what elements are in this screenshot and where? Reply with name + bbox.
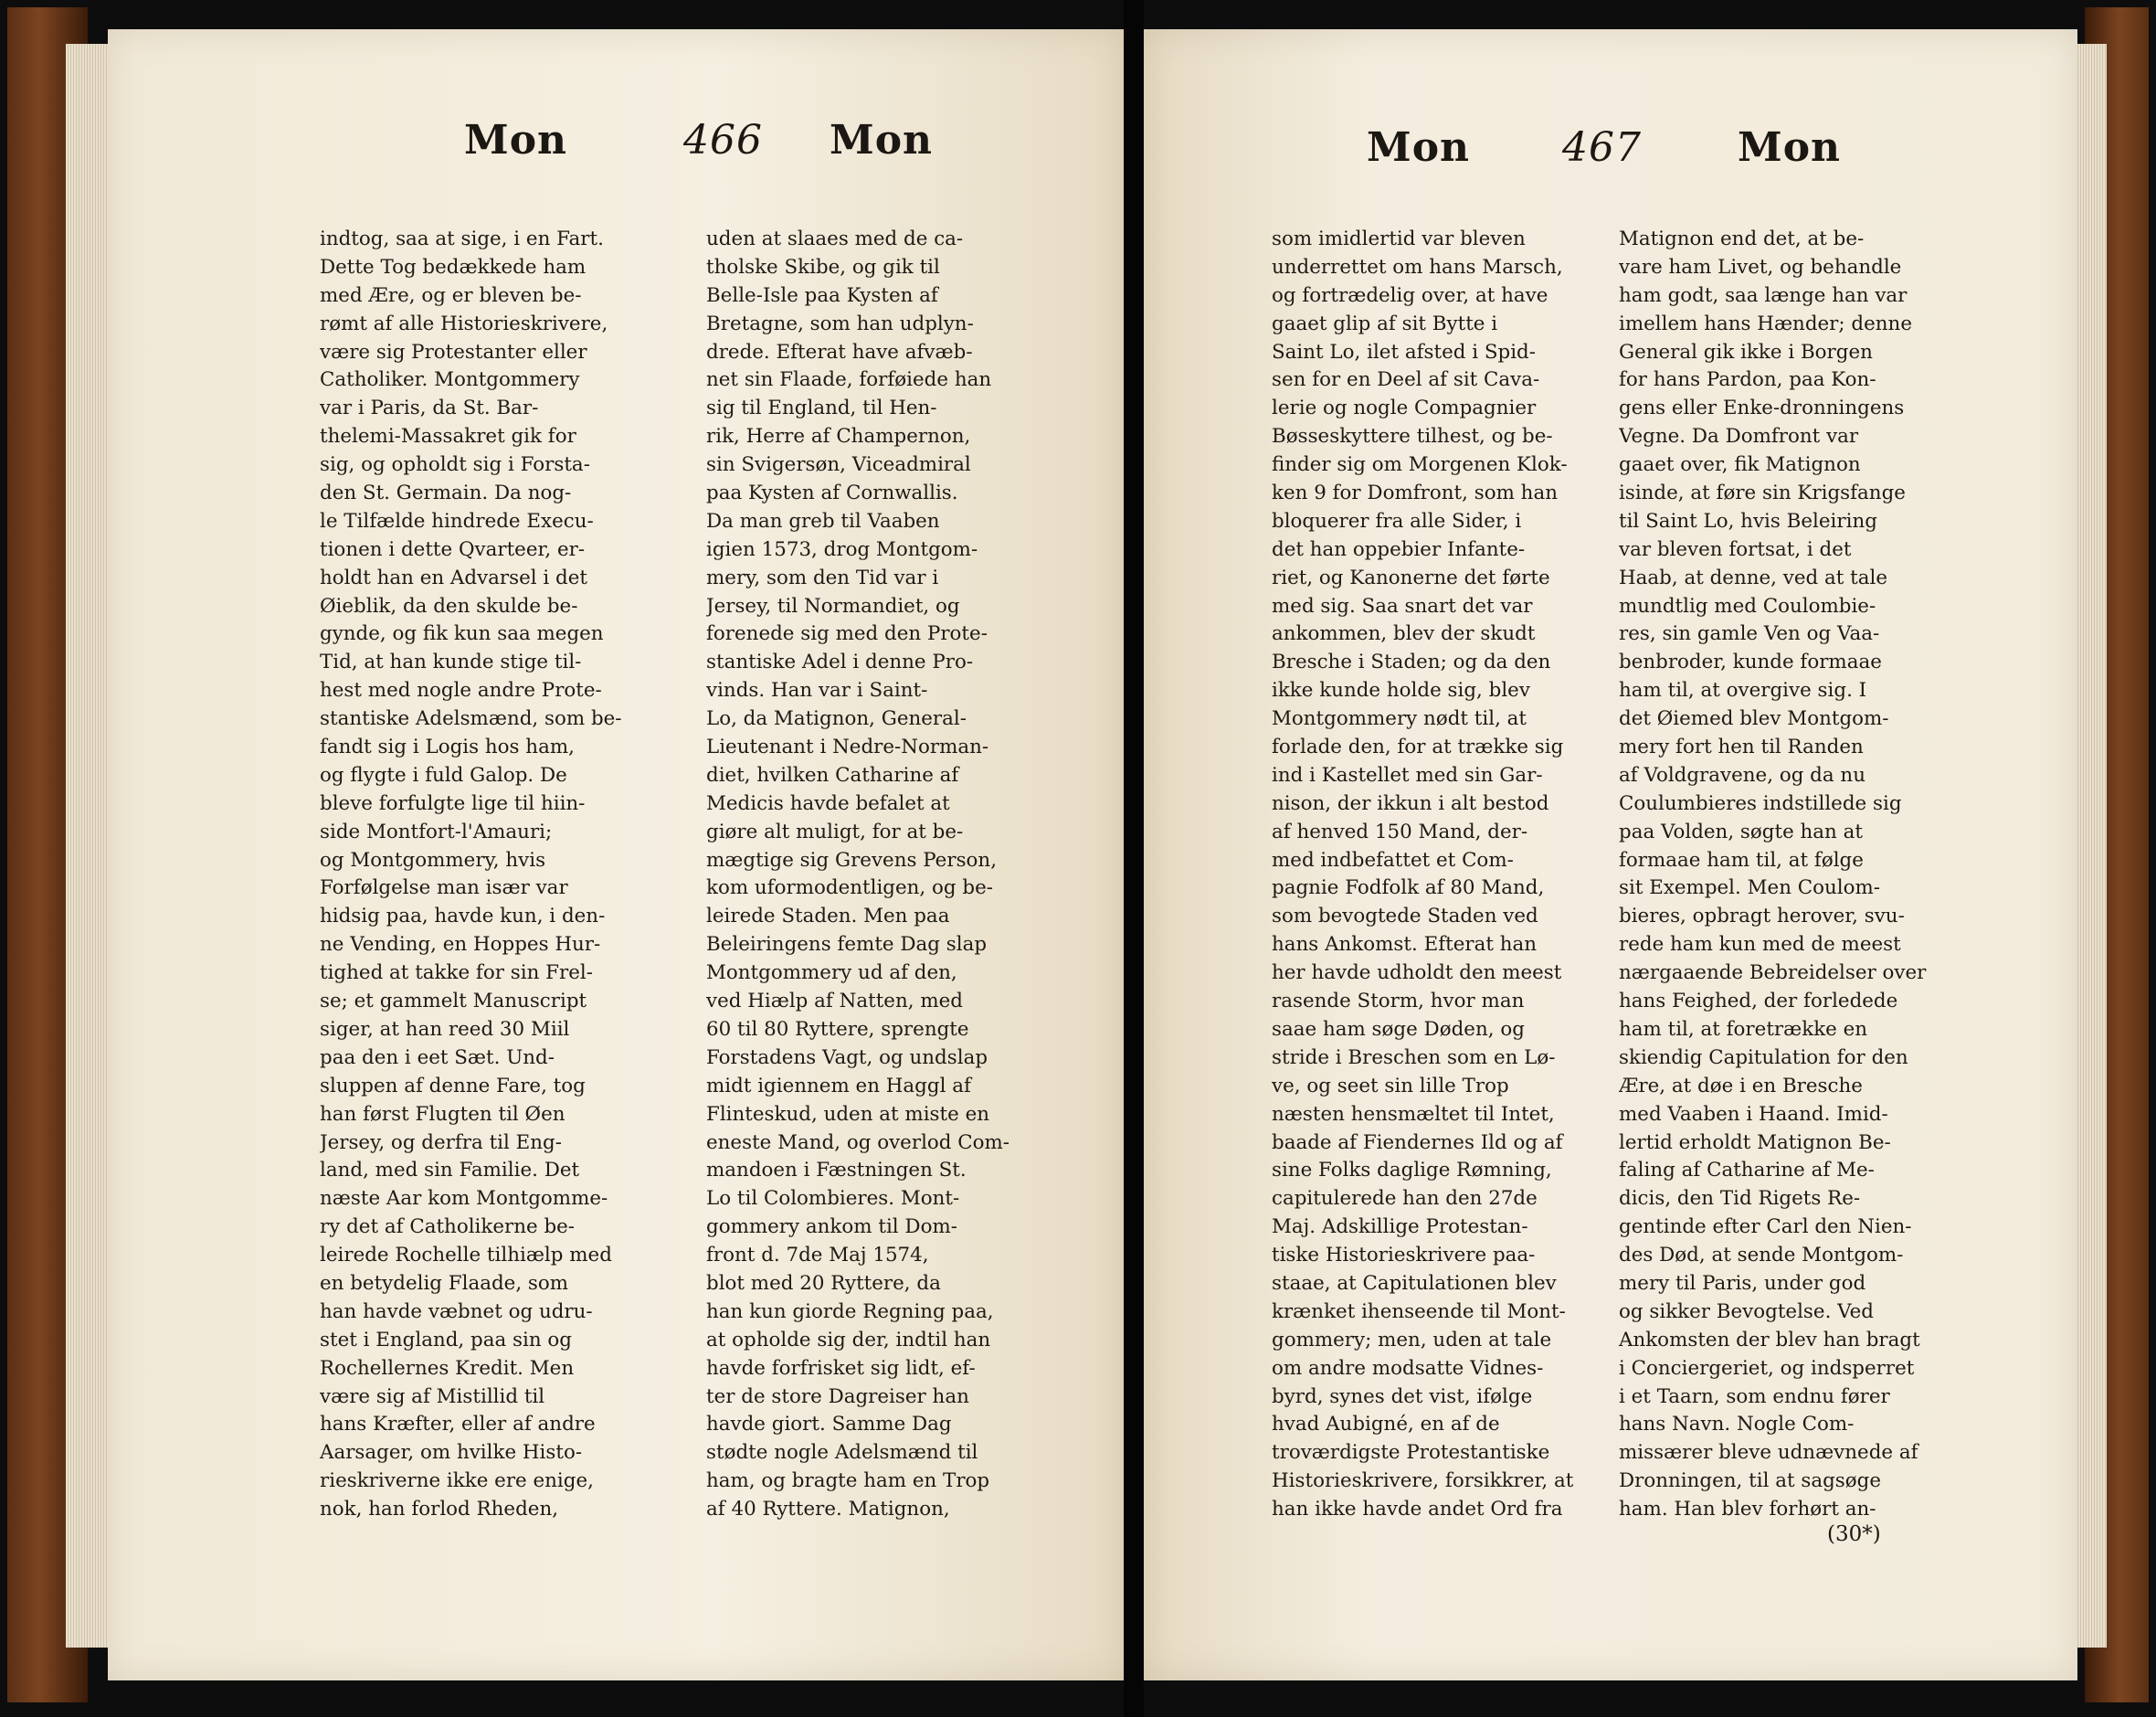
text-column-2 xyxy=(1619,226,1966,1524)
text-line: sin Svigersøn, Viceadmiral xyxy=(706,453,971,477)
text-line: rieskriverne ikke ere enige, xyxy=(320,1469,594,1493)
text-line: ikke kunde holde sig, blev xyxy=(1272,679,1530,703)
text-line: gommery; men, uden at tale xyxy=(1272,1328,1552,1351)
text-line: af Voldgravene, og da nu xyxy=(1619,763,1865,787)
header-left-word: Mon xyxy=(1367,124,1471,171)
text-line: troværdigste Protestantiske xyxy=(1272,1441,1550,1465)
text-line: stødte nogle Adelsmænd til xyxy=(706,1441,978,1465)
text-line: finder sig om Morgenen Klok- xyxy=(1272,453,1568,477)
text-line: underrettet om hans Marsch, xyxy=(1272,255,1563,279)
page-466 xyxy=(108,29,1124,1680)
text-line: den St. Germain. Da nog- xyxy=(320,482,572,505)
text-line: faling af Catharine af Me- xyxy=(1619,1159,1875,1182)
text-line: Saint Lo, ilet afsted i Spid- xyxy=(1272,340,1536,364)
text-line: Forfølgelse man især var xyxy=(320,876,568,900)
text-line: bleve forfulgte lige til hiin- xyxy=(320,791,586,815)
text-line: ind i Kastellet med sin Gar- xyxy=(1272,763,1543,787)
text-line: gens eller Enke-dronningens xyxy=(1619,397,1905,420)
text-line: her havde udholdt den meest xyxy=(1272,961,1562,985)
text-line: hest med nogle andre Prote- xyxy=(320,679,602,703)
text-line: isinde, at føre sin Krigsfange xyxy=(1619,482,1906,505)
text-line: dicis, den Tid Rigets Re- xyxy=(1619,1187,1861,1211)
text-line: saae ham søge Døden, og xyxy=(1272,1017,1525,1041)
text-line: se; et gammelt Manuscript xyxy=(320,990,587,1013)
text-line: med sig. Saa snart det var xyxy=(1272,594,1533,618)
text-line: Belle-Isle paa Kysten af xyxy=(706,283,938,307)
text-line: Montgommery ud af den, xyxy=(706,961,957,985)
text-line: byrd, synes det vist, ifølge xyxy=(1272,1384,1533,1408)
text-line: han først Flugten til Øen xyxy=(320,1102,565,1126)
text-line: imellem hans Hænder; denne xyxy=(1619,312,1912,335)
signature-mark: (30*) xyxy=(1827,1522,1881,1546)
text-line: capitulerede han den 27de xyxy=(1272,1187,1538,1211)
text-line: ham til, at overgive sig. I xyxy=(1619,679,1867,703)
text-line: siger, at han reed 30 Miil xyxy=(320,1017,570,1041)
text-line: Maj. Adskillige Protestan- xyxy=(1272,1215,1528,1239)
text-line: eneste Mand, og overlod Com- xyxy=(706,1130,1010,1154)
text-line: le Tilfælde hindrede Execu- xyxy=(320,509,594,533)
text-line: i et Taarn, som endnu fører xyxy=(1619,1384,1890,1408)
text-line: igien 1573, drog Montgom- xyxy=(706,537,978,561)
text-line: gentinde efter Carl den Nien- xyxy=(1619,1215,1912,1239)
text-line: paa Volden, søgte han at xyxy=(1619,820,1863,843)
page-number: 467 xyxy=(1562,124,1642,171)
text-line: af henved 150 Mand, der- xyxy=(1272,820,1528,843)
text-line: vare ham Livet, og behandle xyxy=(1619,255,1902,279)
text-line: paa Kysten af Cornwallis. xyxy=(706,482,958,505)
running-header xyxy=(1144,124,2077,197)
text-line: Lo til Colombieres. Mont- xyxy=(706,1187,960,1211)
running-header xyxy=(108,117,1124,190)
text-line: havde forfrisket sig lidt, ef- xyxy=(706,1356,976,1380)
text-line: blot med 20 Ryttere, da xyxy=(706,1271,941,1295)
text-line: Aarsager, om hvilke Histo- xyxy=(320,1441,583,1465)
text-line: vinds. Han var i Saint- xyxy=(706,679,928,703)
text-line: riet, og Kanonerne det førte xyxy=(1272,566,1550,589)
text-line: ne Vending, en Hoppes Hur- xyxy=(320,933,601,957)
text-line: pagnie Fodfolk af 80 Mand, xyxy=(1272,876,1545,900)
text-line: nok, han forlod Rheden, xyxy=(320,1498,559,1521)
text-line: gaaet over, fik Matignon xyxy=(1619,453,1861,477)
text-line: Coulumbieres indstillede sig xyxy=(1619,791,1902,815)
text-line: og fortrædelig over, at have xyxy=(1272,283,1548,307)
text-line: en betydelig Flaade, som xyxy=(320,1271,569,1295)
text-column-1 xyxy=(320,226,667,1524)
text-line: Ankomsten der blev han bragt xyxy=(1619,1328,1920,1351)
left-spread xyxy=(7,7,1124,1702)
text-line: sig til England, til Hen- xyxy=(706,397,937,420)
text-line: ken 9 for Domfront, som han xyxy=(1272,482,1558,505)
text-line: med Ære, og er bleven be- xyxy=(320,283,582,307)
text-line: indtog, saa at sige, i en Fart. xyxy=(320,228,604,250)
text-line: fandt sig i Logis hos ham, xyxy=(320,736,575,759)
text-line: benbroder, kunde formaae xyxy=(1619,651,1882,674)
header-right-word: Mon xyxy=(830,117,934,164)
text-line: lertid erholdt Matignon Be- xyxy=(1619,1130,1891,1154)
text-line: lerie og nogle Compagnier xyxy=(1272,397,1537,420)
text-line: forlade den, for at trække sig xyxy=(1272,736,1564,759)
text-line: Vegne. Da Domfront var xyxy=(1619,425,1859,449)
text-line: drede. Efterat have afvæb- xyxy=(706,340,973,364)
text-line: tionen i dette Qvarteer, er- xyxy=(320,537,586,561)
text-line: stantiske Adelsmænd, som be- xyxy=(320,707,622,731)
text-column-1 xyxy=(1272,226,1619,1524)
text-line: res, sin gamle Ven og Vaa- xyxy=(1619,622,1880,646)
text-line: Dronningen, til at sagsøge xyxy=(1619,1469,1882,1493)
text-line: des Død, at sende Montgom- xyxy=(1619,1244,1904,1267)
text-line: ham til, at foretrække en xyxy=(1619,1017,1868,1041)
text-line: missærer bleve udnævnede af xyxy=(1619,1441,1918,1465)
text-line: Rochellernes Kredit. Men xyxy=(320,1356,575,1380)
text-line: det Øiemed blev Montgom- xyxy=(1619,707,1889,731)
text-line: giøre alt muligt, for at be- xyxy=(706,820,964,843)
text-line: bieres, opbragt herover, svu- xyxy=(1619,905,1905,928)
text-line: ve, og seet sin lille Trop xyxy=(1272,1074,1509,1097)
text-line: om andre modsatte Vidnes- xyxy=(1272,1356,1544,1380)
text-line: til Saint Lo, hvis Beleiring xyxy=(1619,509,1877,533)
text-line: front d. 7de Maj 1574, xyxy=(706,1244,929,1267)
text-line: thelemi-Massakret gik for xyxy=(320,425,576,449)
text-line: formaae ham til, at følge xyxy=(1619,848,1864,872)
text-line: ham. Han blev forhørt an- xyxy=(1619,1498,1876,1521)
text-line: bloquerer fra alle Sider, i xyxy=(1272,509,1522,533)
text-line: Matignon end det, at be- xyxy=(1619,228,1865,250)
text-line: net sin Flaade, forføiede han xyxy=(706,368,992,392)
text-line: sine Folks daglige Rømning, xyxy=(1272,1159,1552,1182)
text-line: mery til Paris, under god xyxy=(1619,1271,1866,1295)
text-line: rømt af alle Historieskrivere, xyxy=(320,312,608,335)
text-line: tiske Historieskrivere paa- xyxy=(1272,1244,1536,1267)
text-line: ry det af Catholikerne be- xyxy=(320,1215,576,1239)
text-line: Bresche i Staden; og da den xyxy=(1272,651,1551,674)
scan-divider xyxy=(1124,0,1144,1717)
text-line: nison, der ikkun i alt bestod xyxy=(1272,791,1549,815)
text-line: sit Exempel. Men Coulom- xyxy=(1619,876,1881,900)
text-line: krænket ihenseende til Mont- xyxy=(1272,1299,1566,1323)
text-line: og flygte i fuld Galop. De xyxy=(320,763,567,787)
text-line: ham, og bragte ham en Trop xyxy=(706,1469,990,1493)
text-line: tighed at takke for sin Frel- xyxy=(320,961,593,985)
text-line: han ikke havde andet Ord fra xyxy=(1272,1498,1563,1521)
text-line: og Montgommery, hvis xyxy=(320,848,546,872)
text-line: holdt han en Advarsel i det xyxy=(320,566,587,589)
text-line: han havde væbnet og udru- xyxy=(320,1299,593,1323)
text-line: 60 til 80 Ryttere, sprengte xyxy=(706,1017,969,1041)
text-line: kom uformodentligen, og be- xyxy=(706,876,993,900)
text-line: skiendig Capitulation for den xyxy=(1619,1045,1908,1069)
text-line: i Conciergeriet, og indsperret xyxy=(1619,1356,1915,1380)
text-line: med Vaaben i Haand. Imid- xyxy=(1619,1102,1888,1126)
text-line: midt igiennem en Haggl af xyxy=(706,1074,971,1097)
text-line: af 40 Ryttere. Matignon, xyxy=(706,1498,950,1521)
text-line: havde giort. Samme Dag xyxy=(706,1413,952,1436)
text-line: mundtlig med Coulombie- xyxy=(1619,594,1876,618)
text-line: og sikker Bevogtelse. Ved xyxy=(1619,1299,1874,1323)
text-line: sluppen af denne Fare, tog xyxy=(320,1074,586,1097)
text-line: det han oppebier Infante- xyxy=(1272,537,1526,561)
text-line: land, med sin Familie. Det xyxy=(320,1159,580,1182)
page-467 xyxy=(1144,29,2077,1680)
text-line: baade af Fiendernes Ild og af xyxy=(1272,1130,1563,1154)
text-line: side Montfort-l'Amauri; xyxy=(320,820,553,843)
text-line: diet, hvilken Catharine af xyxy=(706,763,959,787)
text-line: sig, og opholdt sig i Forsta- xyxy=(320,453,590,477)
text-line: være sig Protestanter eller xyxy=(320,340,587,364)
header-right-word: Mon xyxy=(1738,124,1842,171)
text-line: næsten hensmæltet til Intet, xyxy=(1272,1102,1555,1126)
text-line: gaaet glip af sit Bytte i xyxy=(1272,312,1498,335)
text-line: var bleven fortsat, i det xyxy=(1619,537,1852,561)
right-spread xyxy=(1144,7,2149,1702)
text-line: gynde, og fik kun saa megen xyxy=(320,622,604,646)
text-line: ham godt, saa længe han var xyxy=(1619,283,1908,307)
text-line: var i Paris, da St. Bar- xyxy=(320,397,539,420)
text-line: Jersey, og derfra til Eng- xyxy=(320,1130,562,1154)
text-line: stet i England, paa sin og xyxy=(320,1328,572,1351)
text-line: med indbefattet et Com- xyxy=(1272,848,1514,872)
text-line: hans Kræfter, eller af andre xyxy=(320,1413,596,1436)
text-line: hans Ankomst. Efterat han xyxy=(1272,933,1538,957)
text-line: General gik ikke i Borgen xyxy=(1619,340,1873,364)
text-line: Haab, at denne, ved at tale xyxy=(1619,566,1887,589)
text-line: rik, Herre af Champernon, xyxy=(706,425,971,449)
text-line: stride i Breschen som en Lø- xyxy=(1272,1045,1556,1069)
text-line: Historieskrivere, forsikkrer, at xyxy=(1272,1469,1574,1493)
text-line: ved Hiælp af Natten, med xyxy=(706,990,963,1013)
text-line: tholske Skibe, og gik til xyxy=(706,255,940,279)
text-line: rasende Storm, hvor man xyxy=(1272,990,1525,1013)
text-line: hidsig paa, havde kun, i den- xyxy=(320,905,606,928)
text-line: uden at slaaes med de ca- xyxy=(706,228,964,250)
text-line: mandoen i Fæstningen St. xyxy=(706,1159,967,1182)
text-line: leirede Staden. Men paa xyxy=(706,905,950,928)
text-line: Tid, at han kunde stige til- xyxy=(320,651,582,674)
text-line: staae, at Capitulationen blev xyxy=(1272,1271,1557,1295)
text-line: Bøsseskyttere tilhest, og be- xyxy=(1272,425,1553,449)
text-line: Bretagne, som han udplyn- xyxy=(706,312,974,335)
text-line: som bevogtede Staden ved xyxy=(1272,905,1538,928)
text-line: hans Feighed, der forledede xyxy=(1619,990,1898,1013)
text-line: at opholde sig der, indtil han xyxy=(706,1328,991,1351)
text-line: Lieutenant i Nedre-Norman- xyxy=(706,736,989,759)
text-line: mery, som den Tid var i xyxy=(706,566,939,589)
text-line: hans Navn. Nogle Com- xyxy=(1619,1413,1855,1436)
text-line: han kun giorde Regning paa, xyxy=(706,1299,994,1323)
text-line: paa den i eet Sæt. Und- xyxy=(320,1045,555,1069)
text-line: Jersey, til Normandiet, og xyxy=(706,594,960,618)
text-line: mery fort hen til Randen xyxy=(1619,736,1864,759)
text-line: Flinteskud, uden at miste en xyxy=(706,1102,990,1126)
text-line: Lo, da Matignon, General- xyxy=(706,707,967,731)
text-line: Øieblik, da den skulde be- xyxy=(320,594,578,618)
text-line: Forstadens Vagt, og undslap xyxy=(706,1045,988,1069)
text-line: for hans Pardon, paa Kon- xyxy=(1619,368,1876,392)
text-line: Ære, at døe i en Bresche xyxy=(1619,1074,1863,1097)
page-number: 466 xyxy=(683,117,763,164)
text-line: Catholiker. Montgommery xyxy=(320,368,580,392)
text-line: ter de store Dagreiser han xyxy=(706,1384,969,1408)
text-line: nærgaaende Bebreidelser over xyxy=(1619,961,1927,985)
text-column-2 xyxy=(706,226,1053,1524)
header-left-word: Mon xyxy=(464,117,568,164)
text-line: leirede Rochelle tilhiælp med xyxy=(320,1244,612,1267)
text-line: mægtige sig Grevens Person, xyxy=(706,848,997,872)
text-line: sen for en Deel af sit Cava- xyxy=(1272,368,1540,392)
text-line: Beleiringens femte Dag slap xyxy=(706,933,988,957)
text-line: Montgommery nødt til, at xyxy=(1272,707,1527,731)
text-line: gommery ankom til Dom- xyxy=(706,1215,957,1239)
text-line: som imidlertid var bleven xyxy=(1272,228,1526,250)
text-line: næste Aar kom Montgomme- xyxy=(320,1187,608,1211)
text-line: forenede sig med den Prote- xyxy=(706,622,988,646)
text-line: rede ham kun med de meest xyxy=(1619,933,1901,957)
text-line: være sig af Mistillid til xyxy=(320,1384,545,1408)
text-line: ankommen, blev der skudt xyxy=(1272,622,1536,646)
text-line: hvad Aubigné, en af de xyxy=(1272,1413,1500,1436)
text-line: stantiske Adel i denne Pro- xyxy=(706,651,974,674)
text-line: Da man greb til Vaaben xyxy=(706,509,940,533)
text-line: Medicis havde befalet at xyxy=(706,791,950,815)
text-line: Dette Tog bedækkede ham xyxy=(320,255,587,279)
